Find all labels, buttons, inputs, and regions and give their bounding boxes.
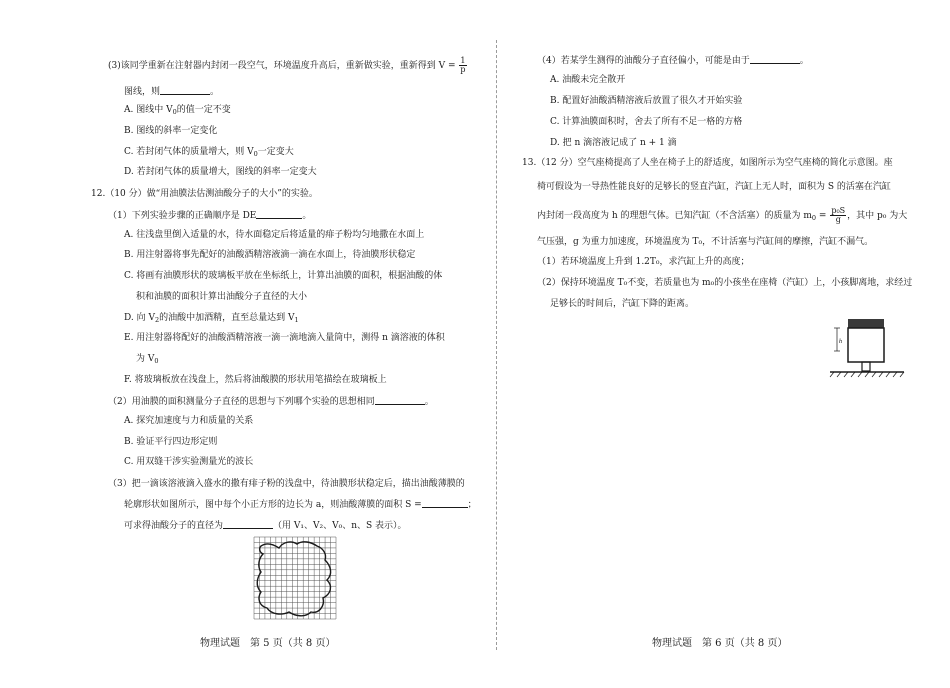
q12-part2-stem — [108, 395, 434, 408]
q12-part2-option-a: A. 探究加速度与力和质量的关系 — [124, 416, 254, 426]
q12-part4-option-b: B. 配置好油酸酒精溶液后放置了很久才开始实验 — [550, 96, 743, 106]
q13-line3 — [537, 207, 907, 224]
page-divider — [496, 40, 497, 650]
q12-step-e2-text: 为 V — [136, 354, 155, 364]
q11-option-c-text: C. 若封闭气体的质量增大，则 V — [124, 147, 254, 157]
q12-part3-line1: （3）把一滴该溶液滴入盛水的撒有痱子粉的浅盘中，待油膜形状稳定后，描出油酸薄膜的 — [108, 479, 465, 489]
q12-step-d-sub2: 1 — [294, 316, 299, 324]
q11-option-a-subscript: 0 — [172, 108, 177, 116]
q11-option-c — [124, 146, 294, 160]
q11-frac-numerator: 1 — [460, 56, 466, 65]
page-footer-left: 物理试题 第 5 页（共 8 页） — [200, 638, 336, 649]
q12-part2-option-b: B. 验证平行四边形定则 — [124, 437, 218, 447]
q11-v-equals: V = — [438, 61, 456, 71]
q12-part4-blank[interactable] — [750, 54, 800, 64]
q12-step-d — [124, 312, 299, 326]
q13-part1: （1）若环境温度上升到 1.2T₀，求汽缸上升的高度； — [537, 257, 750, 267]
q12-part2-blank[interactable] — [375, 395, 425, 405]
page-footer-right: 物理试题 第 6 页（共 8 页） — [652, 638, 788, 649]
q11-stem-text: (3)该同学重新在注射器内封闭一段空气，环境温度升高后，重新做实验，重新得到 — [108, 61, 436, 71]
q12-part4-option-d: D. 把 n 滴溶液记成了 n + 1 滴 — [550, 138, 677, 148]
q13-line3-tail: ，其中 p₀ 为大 — [847, 211, 908, 221]
q12-part1-end: 。 — [302, 211, 312, 221]
q11-option-a-tail: 的值一定不变 — [176, 105, 231, 115]
q13-part2-line2: 足够长的时间后，汽缸下降的距离。 — [550, 299, 695, 309]
q11-option-a-text: A. 图线中 V — [124, 105, 173, 115]
air-seat-diagram — [826, 316, 906, 382]
q12-part3-line2-text: 轮廓形状如图所示，图中每个小正方形的边长为 a，则油酸薄膜的面积 S = — [124, 500, 422, 510]
q12-step-d-text: D. 向 V — [124, 313, 155, 323]
q12-part3-line3-text: 可求得油酸分子的直径为 — [124, 521, 224, 531]
q11-option-d: D. 若封闭气体的质量增大，图线的斜率一定变大 — [124, 167, 317, 177]
q12-part3-line3 — [124, 519, 407, 532]
q13-mass-subscript: 0 — [811, 214, 817, 222]
q12-part1-text: （1）下列实验步骤的正确顺序是 DE — [108, 211, 257, 221]
q12-part4-option-a: A. 油酸未完全散开 — [550, 75, 626, 85]
q13-equals: = — [816, 211, 827, 221]
q11-stem-line2 — [124, 85, 219, 98]
q11-stem-line2-text: 图线，则 — [124, 87, 161, 97]
q12-step-e-line1: E. 用注射器将配好的油酸酒精溶液一滴一滴地滴入量筒中，测得 n 滴溶液的体积 — [124, 333, 445, 343]
seat-stand — [862, 362, 870, 371]
q12-title: 12.（10 分）做“用油膜法估测油酸分子的大小”的实验。 — [91, 189, 318, 199]
q12-diameter-blank[interactable] — [223, 519, 273, 529]
q12-part2-text: （2）用油膜的面积测量分子直径的思想与下列哪个实验的思想相同 — [108, 397, 375, 407]
q11-frac-denominator: p — [460, 65, 466, 74]
q11-option-c-subscript: 0 — [253, 150, 258, 158]
q12-step-e2-subscript: 0 — [154, 357, 159, 365]
q12-step-d-sub1: 2 — [154, 316, 160, 324]
oil-film-grid-figure — [253, 536, 337, 622]
height-label-h: h — [839, 339, 842, 345]
q12-part3-line3-tail: （用 V₁、V₂、V₀、n、S 表示）。 — [273, 521, 407, 531]
q12-part2-end: 。 — [424, 397, 434, 407]
q11-option-b: B. 图线的斜率一定变化 — [124, 126, 218, 136]
q11-answer-blank[interactable] — [160, 85, 210, 95]
q13-frac-denominator: g — [835, 215, 841, 224]
q12-step-a: A. 往浅盘里倒入适量的水，待水面稳定后将适量的痱子粉均匀地撒在水面上 — [124, 230, 425, 240]
q12-step-c-line2: 积和油膜的面积计算出油酸分子直径的大小 — [136, 292, 308, 302]
q13-line4: 气压强，g 为重力加速度，环境温度为 T₀，不计活塞与汽缸间的摩擦，汽缸不漏气。 — [537, 237, 874, 247]
q12-part3-line2 — [124, 498, 477, 511]
q12-part4-text: （4）若某学生测得的油酸分子直径偏小，可能是由于 — [537, 56, 750, 66]
q11-part3-stem — [108, 57, 468, 74]
q13-line3-text: 内封闭一段高度为 h 的理想气体。已知汽缸（不含活塞）的质量为 m — [537, 211, 812, 221]
q11-stem-end: 。 — [210, 87, 220, 97]
q12-part1-blank[interactable] — [256, 209, 302, 219]
q13-line1: 13.（12 分）空气座椅提高了人坐在椅子上的舒适度，如图所示为空气座椅的简化示意图。座 — [522, 158, 893, 168]
q12-step-e-line2 — [136, 353, 159, 367]
cylinder — [848, 328, 884, 362]
q12-step-b: B. 用注射器将事先配好的油酸酒精溶液滴一滴在水面上，待油膜形状稳定 — [124, 250, 416, 260]
q12-step-d-mid: 的油酸中加酒精，直至总量达到 V — [159, 313, 295, 323]
q13-fraction — [830, 207, 846, 224]
q12-step-c-line1: C. 将画有油膜形状的玻璃板平放在坐标纸上，计算出油膜的面积，根据油酸的体 — [124, 271, 443, 281]
right-page — [500, 0, 950, 688]
q11-fraction — [459, 57, 466, 74]
q12-area-blank[interactable] — [422, 498, 468, 508]
q12-part3-line2-end: ； — [467, 500, 477, 510]
q12-part4-option-c: C. 计算油膜面积时，舍去了所有不足一格的方格 — [550, 117, 743, 127]
q12-part4-stem — [537, 54, 809, 67]
q13-line2: 椅可假设为一导热性能良好的足够长的竖直汽缸，汽缸上无人时，面积为 S 的活塞在汽缸 — [537, 182, 891, 192]
q12-step-f: F. 将玻璃板放在浅盘上，然后将油酸膜的形状用笔描绘在玻璃板上 — [124, 375, 387, 385]
q12-part1-stem — [108, 209, 311, 222]
piston — [848, 319, 884, 328]
q13-frac-numerator: p₀S — [831, 206, 846, 215]
q13-part2-line1: （2）保持环境温度 T₀不变，若质量也为 m₀的小孩坐在座椅（汽缸）上，小孩脚离地，求经过 — [537, 278, 913, 288]
q12-part2-option-c: C. 用双缝干涉实验测量光的波长 — [124, 457, 254, 467]
square-grid — [254, 537, 336, 619]
q11-option-c-tail: 一定变大 — [257, 147, 294, 157]
q12-part4-end: 。 — [799, 56, 809, 66]
q11-option-a — [124, 104, 231, 118]
